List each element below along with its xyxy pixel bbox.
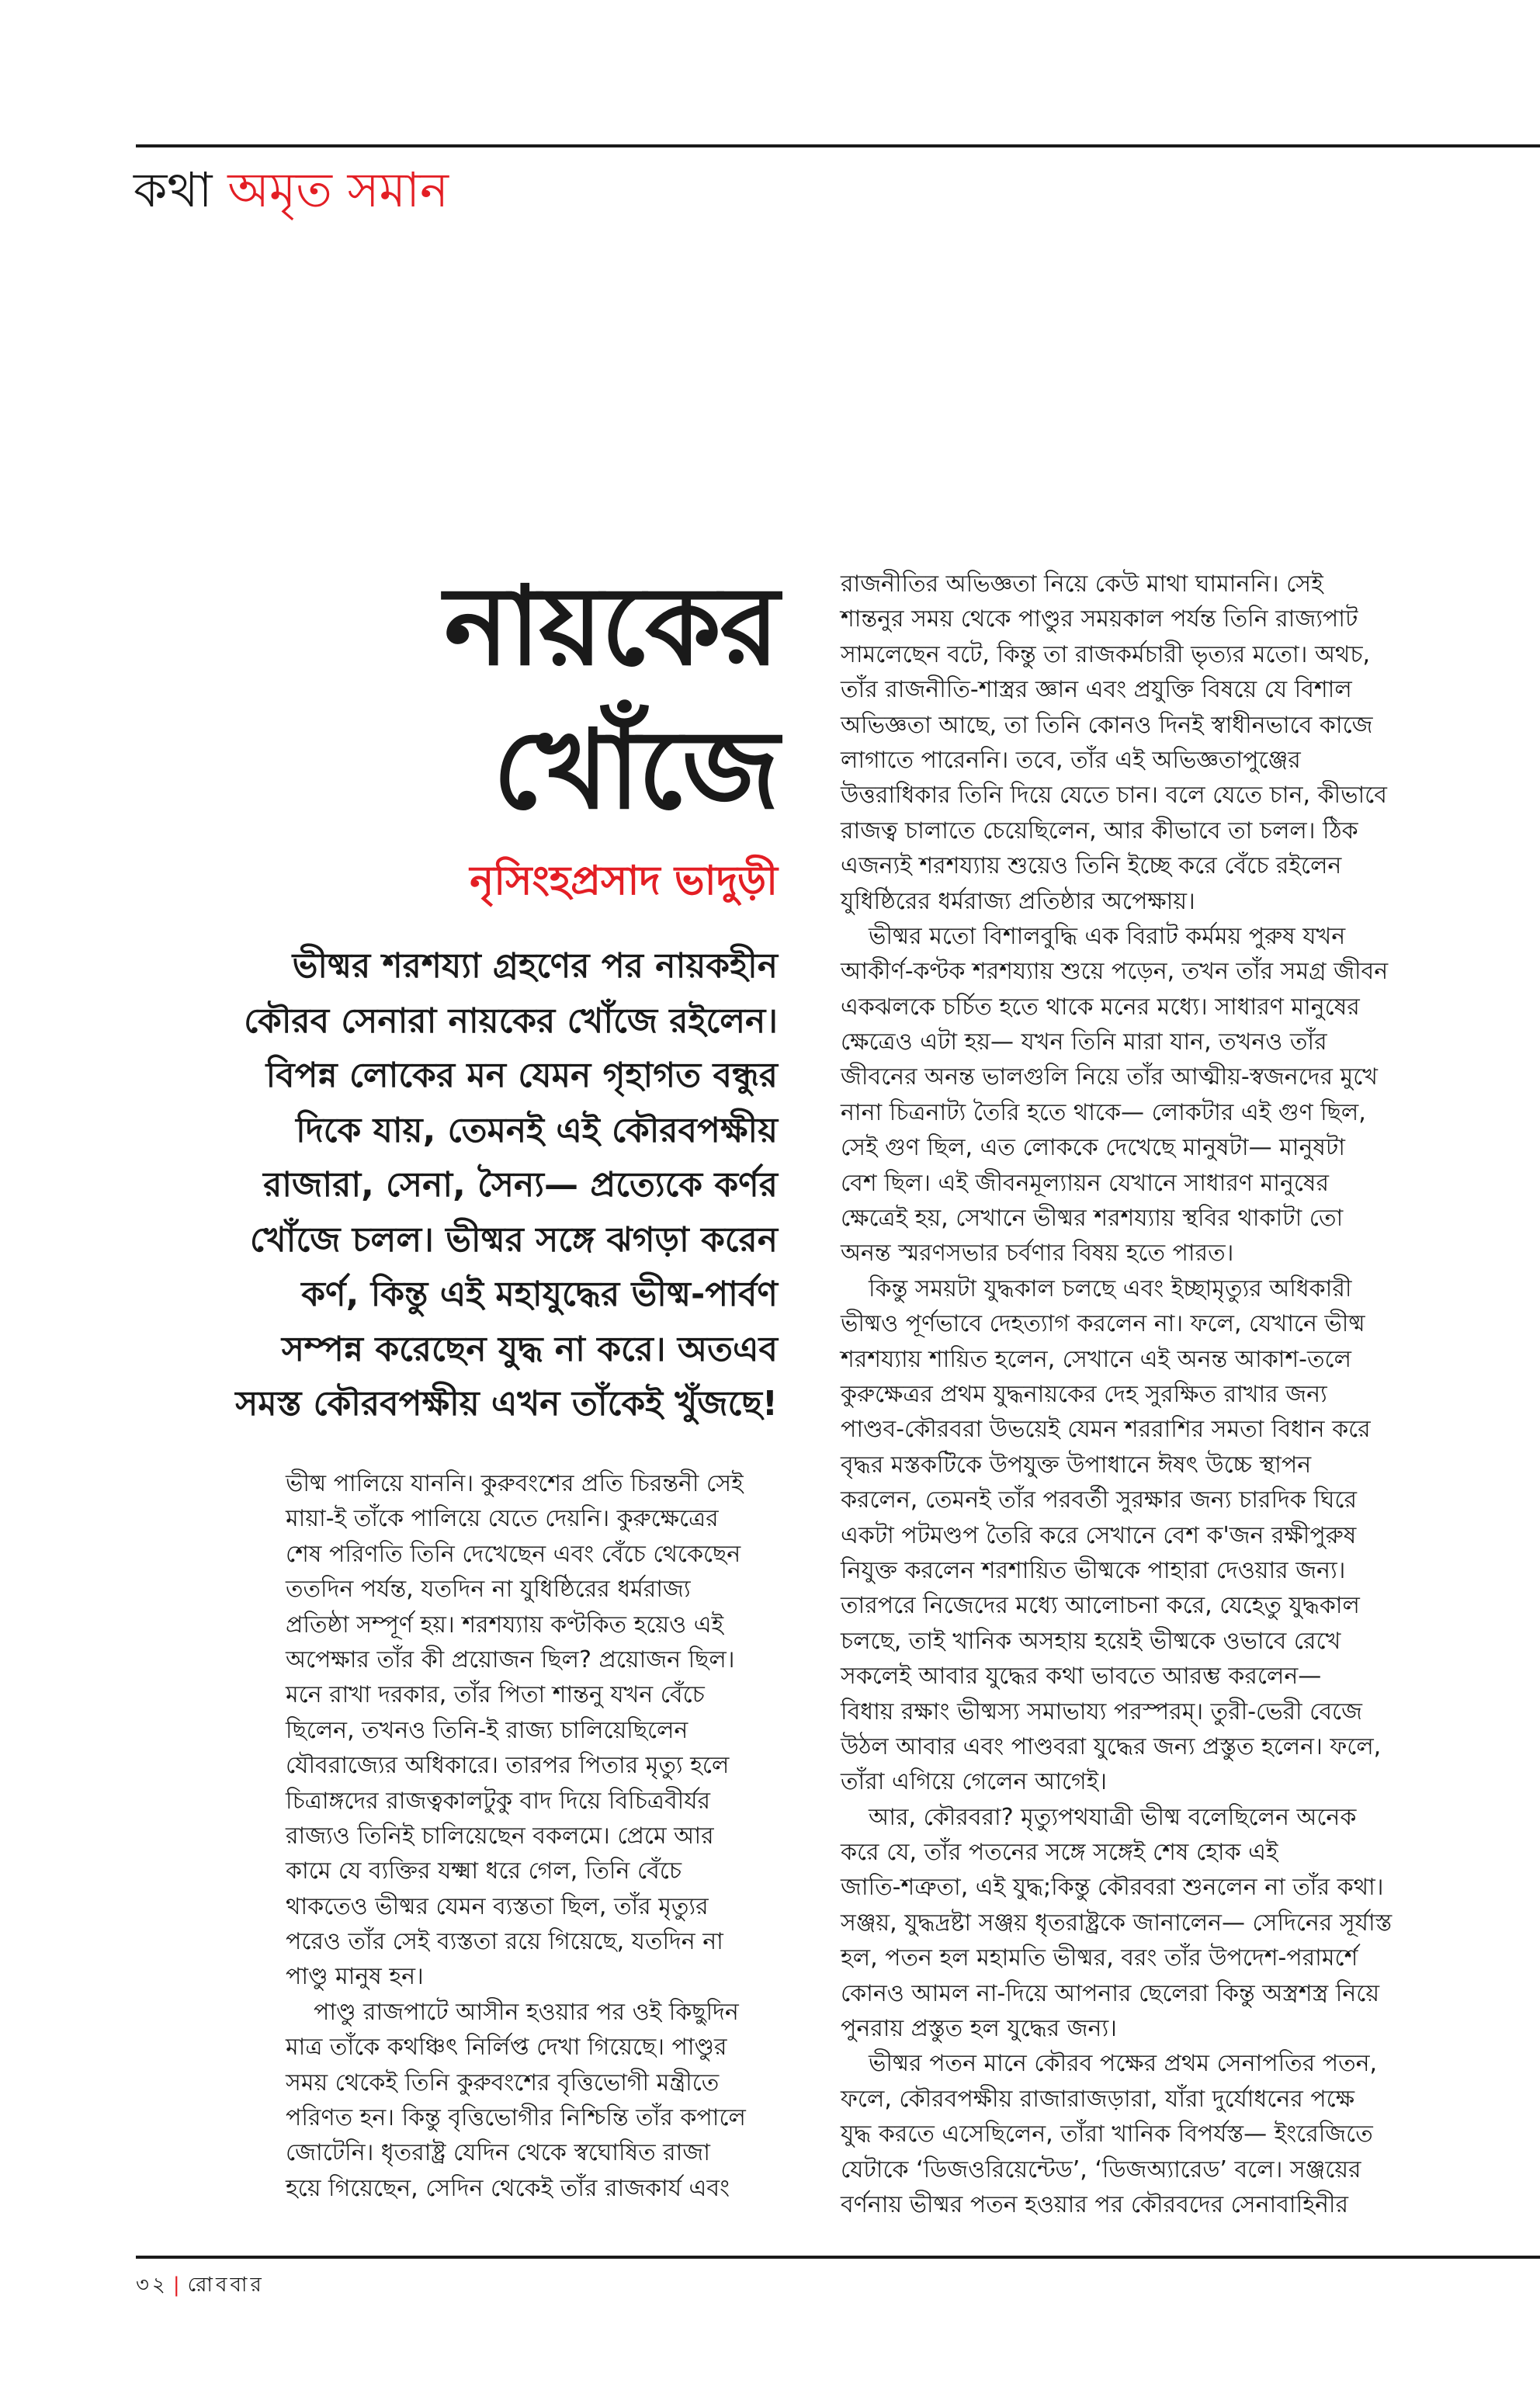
text-line: পাণ্ডু মানুষ হন। <box>286 1963 424 1991</box>
text-line: মায়া-ই তাঁকে পালিয়ে যেতে দেয়নি। কুরুক্ষেত্রের <box>286 1505 719 1533</box>
text-line: যেটাকে ‘ডিজওরিয়েন্টেড’, ‘ডিজঅ্যারেড’ বলে। সঞ্জয়ের <box>841 2155 1361 2183</box>
text-line: আকীর্ণ-কণ্টক শরশয্যায় শুয়ে পড়েন, তখন তাঁর সমগ্র জীবন <box>841 958 1389 986</box>
text-line: ছিলেন, তখনও তিনি-ই রাজ্য চালিয়েছিলেন <box>286 1716 688 1744</box>
text-line: যুদ্ধ করতে এসেছিলেন, তাঁরা খানিক বিপর্যস্ত— ইংরেজিতে <box>841 2121 1373 2148</box>
text-line: নানা চিত্রনাট্য তৈরি হতে থাকে— লোকটার এই গুণ ছিল, <box>841 1098 1366 1126</box>
magazine-name: রোববার <box>187 2273 265 2297</box>
text-line: সম্পন্ন করেছেন যুদ্ধ না করে। অতএব <box>281 1329 778 1369</box>
text-line: পরিণত হন। কিন্তু বৃত্তিভোগীর নিশ্চিন্তি তাঁর কপালে <box>286 2104 746 2132</box>
text-line: সামলেছেন বটে, কিন্তু তা রাজকর্মচারী ভৃত্যর মতো। অথচ, <box>841 640 1371 668</box>
text-line: পাণ্ডব-কৌরবরা উভয়েই যেমন শররাশির সমতা বিধান করে <box>841 1416 1371 1444</box>
text-line: সেই গুণ ছিল, এত লোককে দেখেছে মানুষটা— মানুষটা <box>841 1134 1345 1162</box>
text-line: বিপন্ন লোকের মন যেমন গৃহাগত বন্ধুর <box>265 1056 778 1095</box>
text-line: এজন্যই শরশয্যায় শুয়েও তিনি ইচ্ছে করে বেঁচে রইলেন <box>841 852 1342 880</box>
text-line: তারপরে নিজেদের মধ্যে আলোচনা করে, যেহেতু যুদ্ধকাল <box>841 1592 1360 1620</box>
text-line: ভীষ্মর শরশয্যা গ্রহণের পর নায়কহীন <box>292 946 778 986</box>
text-line: হয়ে গিয়েছেন, সেদিন থেকেই তাঁর রাজকার্য এবং <box>286 2174 730 2202</box>
text-line: পরেও তাঁর সেই ব্যস্ততা রয়ে গিয়েছে, যতদিন না <box>286 1928 723 1956</box>
text-line: মনে রাখা দরকার, তাঁর পিতা শান্তনু যখন বেঁচে <box>286 1681 705 1709</box>
text-line: রাজনীতির অভিজ্ঞতা নিয়ে কেউ মাথা ঘামাননি। সেই <box>841 571 1323 598</box>
section-header <box>134 155 449 225</box>
text-line: অপেক্ষার তাঁর কী প্রয়োজন ছিল? প্রয়োজন ছিল। <box>286 1646 735 1673</box>
top-divider <box>136 144 1540 147</box>
bottom-divider <box>136 2256 1540 2259</box>
author-byline: নৃসিংহপ্রসাদ ভাদুড়ী <box>470 858 778 904</box>
text-line: থাকতেও ভীষ্মর যেমন ব্যস্ততা ছিল, তাঁর মৃত্যুর <box>286 1892 709 1920</box>
text-line: অভিজ্ঞতা আছে, তা তিনি কোনও দিনই স্বাধীনভাবে কাজে <box>841 711 1373 739</box>
text-line: করলেন, তেমনই তাঁর পরবর্তী সুরক্ষার জন্য চারদিক ঘিরে <box>841 1486 1357 1514</box>
text-line: হল, পতন হল মহামতি ভীষ্মর, বরং তাঁর উপদেশ-পরামর্শে <box>841 1944 1358 1972</box>
text-line: করে যে, তাঁর পতনের সঙ্গে সঙ্গেই শেষ হোক এই <box>841 1839 1278 1867</box>
text-line: শেষ পরিণতি তিনি দেখেছেন এবং বেঁচে থেকেছেন <box>286 1540 741 1568</box>
text-line: ভীষ্মও পূর্ণভাবে দেহত্যাগ করলেন না। ফলে, যেখানে ভীষ্ম <box>841 1310 1365 1338</box>
text-line: যুধিষ্ঠিরের ধর্মরাজ্য প্রতিষ্ঠার অপেক্ষায়। <box>841 887 1195 915</box>
text-line: ক্ষেত্রেই হয়, সেখানে ভীষ্মর শরশয্যায় স্থবির থাকাটা তো <box>841 1205 1344 1233</box>
text-line: ফলে, কৌরবপক্ষীয় রাজারাজড়ারা, যাঁরা দুর্যোধনের পক্ষে <box>841 2085 1355 2113</box>
text-line: কামে যে ব্যক্তির যক্ষ্মা ধরে গেল, তিনি বেঁচে <box>286 1857 682 1885</box>
section-header-red: অমৃত সমান <box>227 161 449 218</box>
text-line: কৌরব সেনারা নায়কের খোঁজে রইলেন। <box>244 1001 778 1041</box>
text-line: সমস্ত কৌরবপক্ষীয় এখন তাঁকেই খুঁজছে! <box>235 1384 778 1424</box>
text-line: জীবনের অনন্ত ভালগুলি নিয়ে তাঁর আত্মীয়-স্বজনদের মুখে <box>841 1063 1378 1091</box>
text-line: বৃদ্ধর মস্তকটিকে উপযুক্ত উপাধানে ঈষৎ উচ্চে স্থাপন <box>841 1451 1312 1479</box>
text-line: তাঁর রাজনীতি-শাস্ত্রর জ্ঞান এবং প্রযুক্তি বিষয়ে যে বিশাল <box>841 676 1352 704</box>
page-number: ৩২ <box>136 2273 168 2297</box>
text-line: মাত্র তাঁকে কথঞ্চিৎ নির্লিপ্ত দেখা গিয়েছে। পাণ্ডুর <box>286 2034 727 2062</box>
text-line: দিকে যায়, তেমনই এই কৌরবপক্ষীয় <box>296 1110 778 1150</box>
text-line: রাজ্যও তিনিই চালিয়েছেন বকলমে। প্রেমে আর <box>286 1822 714 1850</box>
page-footer <box>136 2270 265 2301</box>
body-column-left <box>286 1466 775 2206</box>
body-column-right <box>841 567 1419 2222</box>
text-line: কুরুক্ষেত্রর প্রথম যুদ্ধনায়কের দেহ সুরক্ষিত রাখার জন্য <box>841 1380 1327 1408</box>
text-line: জাতি-শত্রুতা, এই যুদ্ধ;কিন্তু কৌরবরা শুনলেন না তাঁর কথা। <box>841 1874 1384 1902</box>
title-line: খোঁজে <box>493 707 778 834</box>
text-line: সঞ্জয়, যুদ্ধদ্রষ্টা সঞ্জয় ধৃতরাষ্ট্রকে জানালেন— সেদিনের সূর্যাস্ত <box>841 1909 1393 1937</box>
text-line: খোঁজে চলল। ভীষ্মর সঙ্গে ঝগড়া করেন <box>249 1219 778 1260</box>
text-line: একটা পটমণ্ডপ তৈরি করে সেখানে বেশ ক'জন রক্ষীপুরুষ <box>841 1521 1357 1549</box>
section-header-black: কথা <box>134 161 213 218</box>
text-line: ক্ষেত্রেও এটা হয়— যখন তিনি মারা যান, তখনও তাঁর <box>841 1028 1327 1056</box>
text-line: একঝলকে চর্চিত হতে থাকে মনের মধ্যে। সাধারণ মানুষের <box>841 993 1360 1021</box>
text-line: যৌবরাজ্যের অধিকারে। তারপর পিতার মৃত্যু হলে <box>286 1752 730 1780</box>
text-line: উঠল আবার এবং পাণ্ডবরা যুদ্ধের জন্য প্রস্তুত হলেন। ফলে, <box>841 1732 1382 1760</box>
text-line: রাজারা, সেনা, সৈন্য— প্রত্যেকে কর্ণর <box>263 1165 778 1205</box>
text-line: সময় থেকেই তিনি কুরুবংশের বৃত্তিভোগী মন্ত্রীতে <box>286 2069 720 2096</box>
text-line: ভীষ্ম পালিয়ে যাননি। কুরুবংশের প্রতি চিরন্তনী সেই <box>286 1470 744 1497</box>
text-line: কোনও আমল না-দিয়ে আপনার ছেলেরা কিন্তু অস্ত্রশস্ত্র নিয়ে <box>841 1979 1380 2007</box>
text-line: ভীষ্মর পতন মানে কৌরব পক্ষের প্রথম সেনাপতির পতন, <box>869 2050 1378 2078</box>
text-line: তাঁরা এগিয়ে গেলেন আগেই। <box>841 1768 1108 1796</box>
text-line: বিধায় রক্ষাং ভীষ্মস্য সমাভায্য পরস্পরম্‌। তুরী-ভেরী বেজে <box>841 1698 1362 1725</box>
text-line: বর্ণনায় ভীষ্মর পতন হওয়ার পর কৌরবদের সেনাবাহিনীর <box>841 2190 1348 2218</box>
text-line: লাগাতে পারেননি। তবে, তাঁর এই অভিজ্ঞতাপুঞ্জের <box>841 746 1301 774</box>
footer-separator: | <box>172 2273 183 2297</box>
text-line: বেশ ছিল। এই জীবনমূল্যায়ন যেখানে সাধারণ মানুষের <box>841 1169 1329 1197</box>
text-line: চলছে, তাই খানিক অসহায় হয়েই ভীষ্মকে ওভাবে রেখে <box>841 1627 1341 1655</box>
text-line: কর্ণ, কিন্তু এই মহাযুদ্ধের ভীষ্ম-পার্বণ <box>301 1275 778 1314</box>
article-title <box>444 555 778 842</box>
text-line: শান্তনুর সময় থেকে পাণ্ডুর সময়কাল পর্যন্ত তিনি রাজ্যপাট <box>841 605 1358 633</box>
title-line: নায়কের <box>444 564 778 690</box>
text-line: পাণ্ডু রাজপাটে আসীন হওয়ার পর ওই কিছুদিন <box>314 1998 739 2026</box>
text-line: কিন্তু সময়টা যুদ্ধকাল চলছে এবং ইচ্ছামৃত্যুর অধিকারী <box>869 1275 1352 1302</box>
text-line: জোটেনি। ধৃতরাষ্ট্র যেদিন থেকে স্বঘোষিত রাজা <box>286 2139 710 2167</box>
text-line: নিযুক্ত করলেন শরশায়িত ভীষ্মকে পাহারা দেওয়ার জন্য। <box>841 1556 1346 1584</box>
text-line: রাজত্ব চালাতে চেয়েছিলেন, আর কীভাবে তা চলল। ঠিক <box>841 817 1358 844</box>
text-line: চিত্রাঙ্গদের রাজত্বকালটুকু বাদ দিয়ে বিচিত্রবীর্যর <box>286 1787 711 1815</box>
text-line: সকলেই আবার যুদ্ধের কথা ভাবতে আরম্ভ করলেন— <box>841 1663 1322 1691</box>
intro-standfirst <box>157 939 778 1432</box>
text-line: পুনরায় প্রস্তুত হল যুদ্ধের জন্য। <box>841 2015 1117 2043</box>
text-line: ভীষ্মর মতো বিশালবুদ্ধি এক বিরাট কর্মময় পুরুষ যখন <box>869 922 1346 950</box>
text-line: অনন্ত স্মরণসভার চর্বণার বিষয় হতে পারত। <box>841 1240 1234 1268</box>
text-line: উত্তরাধিকার তিনি দিয়ে যেতে চান। বলে যেতে চান, কীভাবে <box>841 782 1387 810</box>
text-line: প্রতিষ্ঠা সম্পূর্ণ হয়। শরশয্যায় কণ্টকিত হয়েও এই <box>286 1611 724 1639</box>
text-line: আর, কৌরবরা? মৃত্যুপথযাত্রী ভীষ্ম বলেছিলেন অনেক <box>869 1803 1357 1831</box>
text-line: ততদিন পর্যন্ত, যতদিন না যুধিষ্ঠিরের ধর্মরাজ্য <box>286 1576 691 1604</box>
text-line: শরশয্যায় শায়িত হলেন, সেখানে এই অনন্ত আকাশ-তলে <box>841 1345 1351 1373</box>
